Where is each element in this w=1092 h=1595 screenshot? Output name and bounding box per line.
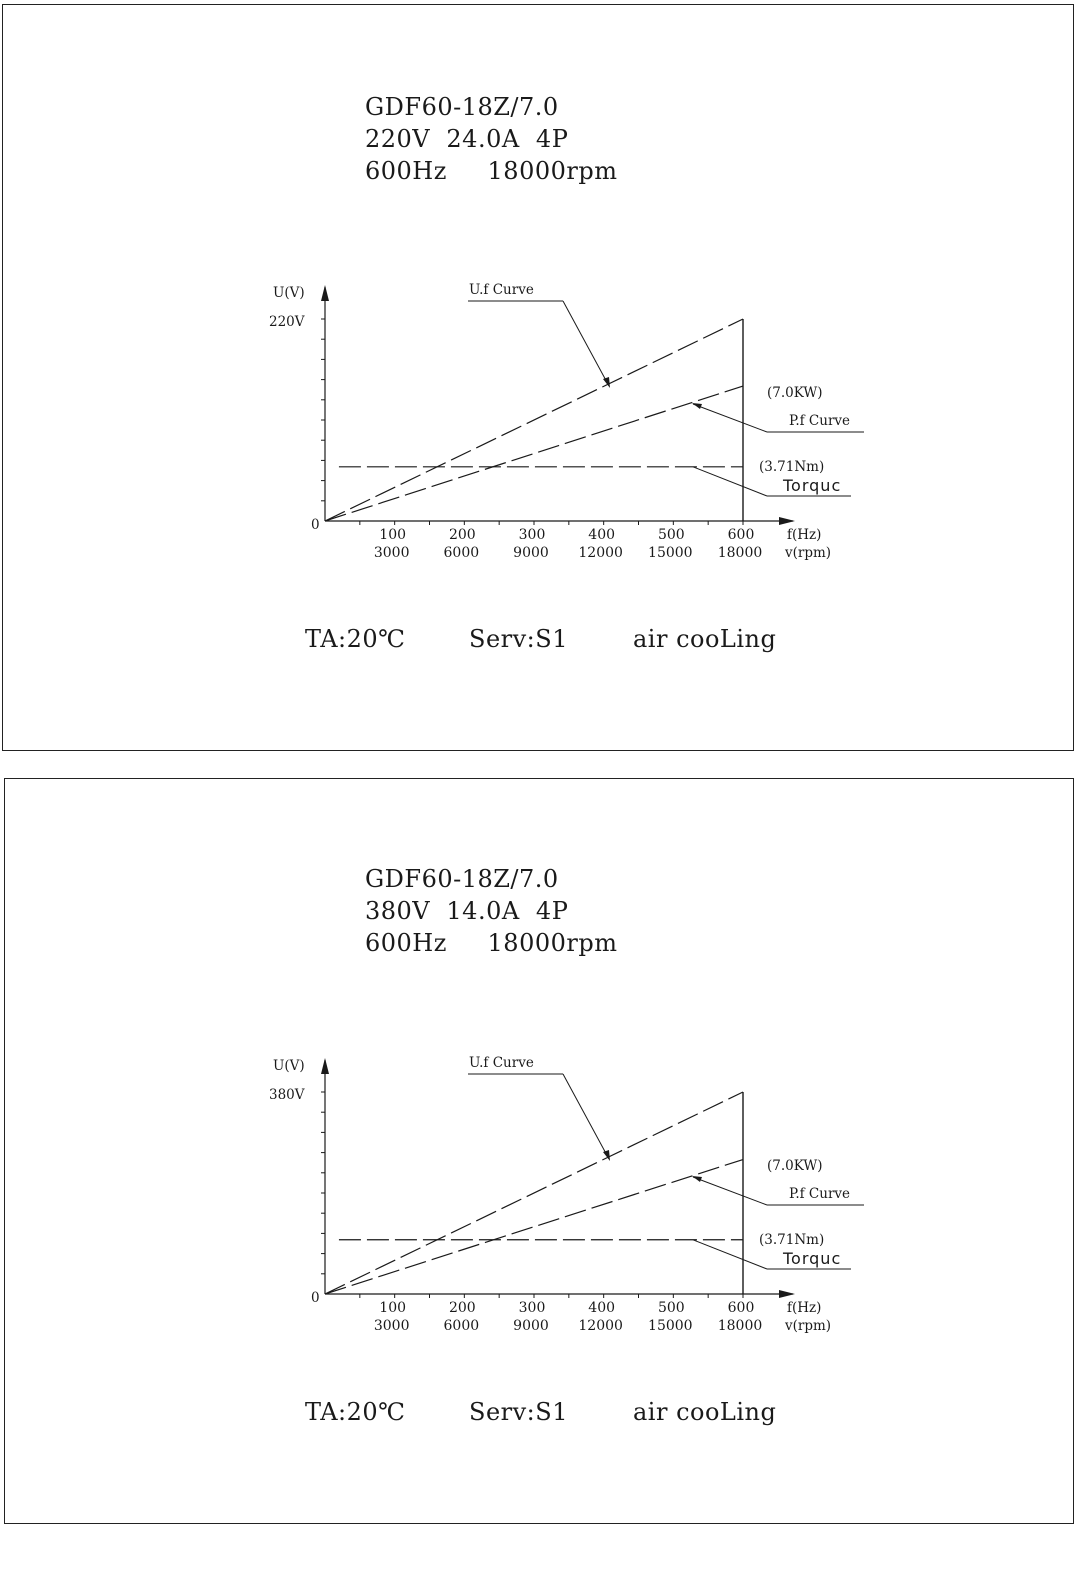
- x-axis-label-rpm: v(rpm): [785, 545, 832, 561]
- x-tick-label: 200: [448, 1300, 476, 1316]
- y-axis-label: U(V): [273, 1058, 305, 1074]
- x-tick-label-rpm: 15000: [648, 1318, 693, 1334]
- pf-leader-arrow: [692, 1176, 702, 1182]
- pf-leader-line: [693, 1177, 767, 1205]
- x-tick-label-rpm: 12000: [578, 545, 623, 561]
- torque-label: Torquc: [783, 1249, 842, 1268]
- pf-curve-label: P.f Curve: [789, 413, 851, 429]
- pf-curve-label: P.f Curve: [789, 1186, 851, 1202]
- uf-leader-line: [563, 1074, 609, 1159]
- x-tick-label: 600: [727, 527, 755, 543]
- uf-curve-label: U.f Curve: [469, 282, 534, 298]
- cooling-label: air cooLing: [633, 1398, 777, 1426]
- motor-chart-panel-220v: [2, 4, 1074, 751]
- origin-label: 0: [311, 517, 320, 533]
- model-title: GDF60-18Z/7.0: [365, 865, 559, 893]
- pf-leader-line: [693, 404, 767, 432]
- y-axis-arrow: [321, 1058, 329, 1074]
- y-axis-label: U(V): [273, 285, 305, 301]
- power-annotation: (7.0KW): [767, 1158, 823, 1174]
- x-axis-label: f(Hz): [787, 527, 822, 543]
- x-tick-label: 300: [518, 527, 546, 543]
- y-max-label: 380V: [269, 1087, 305, 1103]
- x-tick-label: 100: [379, 1300, 407, 1316]
- x-tick-label-rpm: 3000: [373, 1318, 410, 1334]
- x-tick-label: 200: [448, 527, 476, 543]
- x-tick-label-rpm: 18000: [717, 545, 763, 561]
- torque-annotation: (3.71Nm): [759, 1232, 825, 1248]
- x-tick-label: 500: [657, 527, 685, 543]
- x-tick-label-rpm: 9000: [513, 545, 549, 561]
- model-title: GDF60-18Z/7.0: [365, 93, 559, 121]
- cooling-label: air cooLing: [633, 625, 777, 653]
- x-tick-label: 400: [588, 527, 616, 543]
- pf-curve-line: [325, 1160, 743, 1294]
- x-tick-label-rpm: 15000: [648, 545, 693, 561]
- y-axis-arrow: [321, 285, 329, 301]
- uf-curve-line: [325, 319, 743, 521]
- spec-line: 220V 24.0A 4P: [365, 125, 569, 153]
- x-tick-label-rpm: 18000: [717, 1318, 763, 1334]
- x-tick-label: 600: [727, 1300, 755, 1316]
- pf-curve-line: [325, 386, 743, 521]
- x-tick-label-rpm: 12000: [578, 1318, 623, 1334]
- freq-line: 600Hz 18000rpm: [365, 929, 618, 957]
- x-tick-label-rpm: 9000: [513, 1318, 549, 1334]
- ambient-temp-label: TA:20℃: [305, 1398, 406, 1426]
- torque-leader-line: [693, 1240, 767, 1269]
- x-axis-label-rpm: v(rpm): [785, 1318, 832, 1334]
- torque-leader-line: [693, 467, 767, 496]
- x-tick-label-rpm: 3000: [373, 545, 410, 561]
- motor-chart-panel-380v: [4, 778, 1074, 1524]
- y-max-label: 220V: [269, 314, 305, 330]
- x-axis-label: f(Hz): [787, 1300, 822, 1316]
- x-tick-label: 300: [518, 1300, 546, 1316]
- uf-leader-line: [563, 301, 609, 386]
- ambient-temp-label: TA:20℃: [305, 625, 406, 653]
- uf-curve-label: U.f Curve: [469, 1055, 534, 1071]
- uf-curve-line: [325, 1092, 743, 1294]
- origin-label: 0: [311, 1290, 320, 1306]
- pf-leader-arrow: [692, 403, 702, 409]
- x-axis-arrow: [779, 1290, 795, 1298]
- freq-line: 600Hz 18000rpm: [365, 157, 618, 185]
- x-tick-label-rpm: 6000: [443, 1318, 480, 1334]
- x-tick-label-rpm: 6000: [443, 545, 480, 561]
- spec-line: 380V 14.0A 4P: [365, 897, 569, 925]
- x-tick-label: 400: [588, 1300, 616, 1316]
- torque-annotation: (3.71Nm): [759, 459, 825, 475]
- service-duty-label: Serv:S1: [469, 625, 568, 653]
- service-duty-label: Serv:S1: [469, 1398, 568, 1426]
- x-tick-label: 100: [379, 527, 407, 543]
- x-tick-label: 500: [657, 1300, 685, 1316]
- power-annotation: (7.0KW): [767, 385, 823, 401]
- torque-label: Torquc: [783, 476, 842, 495]
- x-axis-arrow: [779, 517, 795, 525]
